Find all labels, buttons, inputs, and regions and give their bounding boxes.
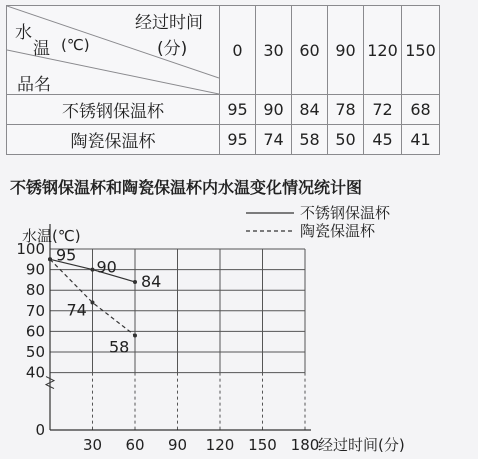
table-cell: 41 [402, 125, 440, 155]
x-tick-label: 30 [82, 436, 103, 454]
x-axis-title: 经过时间(分) [318, 436, 405, 454]
y-tick-label: 100 [16, 240, 45, 258]
table-cell: 90 [256, 95, 292, 125]
corner-time-unit: (分) [157, 39, 188, 59]
data-label: 90 [96, 257, 117, 277]
legend-label: 不锈钢保温杯 [300, 204, 391, 222]
time-header: 150 [402, 6, 440, 95]
table-cell: 58 [292, 125, 328, 155]
data-point [133, 280, 137, 284]
time-header: 60 [292, 6, 328, 95]
y-tick-label: 50 [25, 343, 45, 361]
y-axis-title: 水温(℃) [22, 227, 81, 245]
row-name: 不锈钢保温杯 [7, 95, 220, 125]
x-tick-label: 180 [290, 436, 320, 454]
chart-title: 不锈钢保温杯和陶瓷保温杯内水温变化情况统计图 [10, 178, 363, 197]
data-label: 58 [109, 337, 130, 357]
data-label: 74 [66, 300, 87, 320]
corner-temp-label: 温 [33, 39, 50, 59]
time-header: 90 [328, 6, 364, 95]
x-tick-label: 60 [125, 436, 145, 454]
table-cell: 95 [220, 125, 256, 155]
corner-product-label: 品名 [17, 75, 51, 95]
table-cell: 45 [364, 125, 402, 155]
y-tick-label: 70 [25, 301, 45, 320]
y-tick-label: 90 [25, 260, 45, 279]
table-cell: 74 [256, 125, 292, 155]
corner-time-label: 经过时间 [135, 13, 203, 33]
data-point [133, 334, 137, 338]
time-header: 120 [364, 6, 402, 95]
corner-temp-unit: (℃) [61, 36, 90, 54]
data-point [91, 268, 95, 272]
corner-water-label: 水 [15, 23, 32, 43]
x-tick-label: 120 [205, 436, 235, 454]
time-header: 30 [256, 6, 292, 95]
table-cell: 78 [328, 95, 364, 125]
data-label: 95 [56, 245, 77, 265]
row-name: 陶瓷保温杯 [7, 125, 220, 155]
y-tick-label: 80 [25, 281, 45, 300]
axis-break [46, 377, 54, 389]
table-cell: 84 [292, 95, 328, 125]
data-label: 84 [141, 271, 162, 291]
y-tick-label: 0 [35, 421, 45, 439]
table-cell: 50 [328, 125, 364, 155]
table-cell: 95 [220, 95, 256, 125]
legend-label: 陶瓷保温杯 [300, 222, 376, 240]
y-tick-label: 40 [25, 363, 45, 382]
x-tick-label: 90 [167, 436, 188, 454]
x-tick-label: 150 [248, 436, 277, 454]
time-header: 0 [220, 6, 256, 95]
data-point [91, 301, 95, 305]
y-tick-label: 60 [25, 322, 45, 341]
table-cell: 68 [402, 95, 440, 125]
table-cell: 72 [364, 95, 402, 125]
data-point [48, 257, 52, 261]
